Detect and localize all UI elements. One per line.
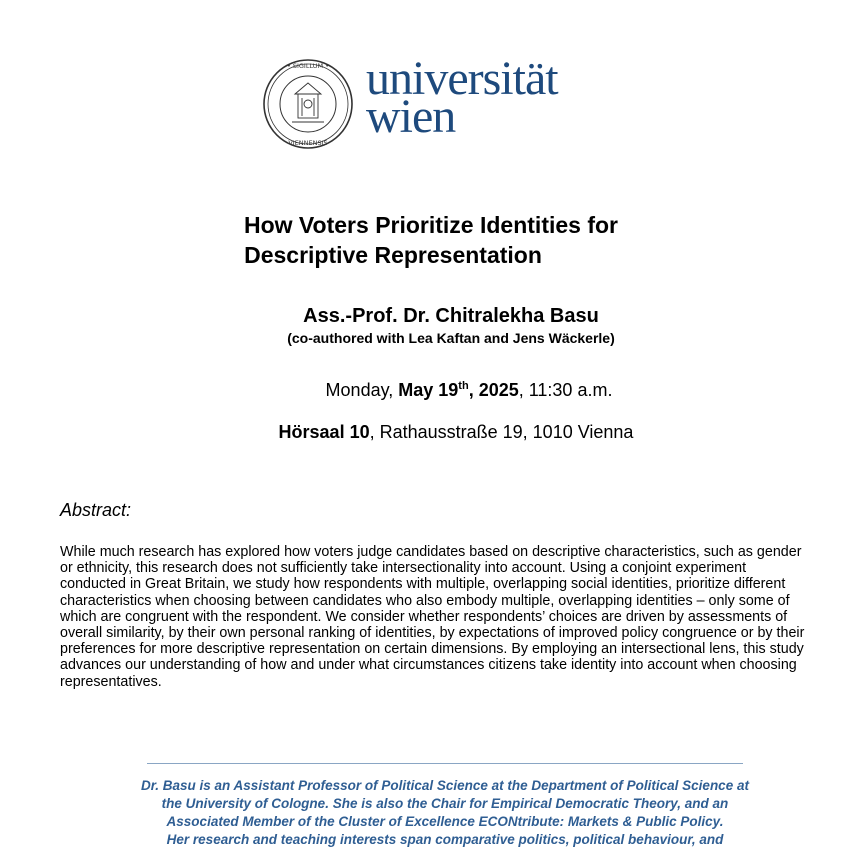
speaker-bio (140, 777, 750, 849)
university-logo (262, 52, 602, 148)
date-ordinal: th (458, 380, 469, 392)
divider (147, 763, 743, 764)
event-date (0, 380, 862, 401)
bio-paragraph-2: Her research and teaching interests span comparative politics, political behaviour, and (166, 832, 724, 847)
event-time: , 11:30 a.m. (518, 380, 613, 400)
wordmark-line2: wien (366, 90, 456, 143)
university-seal-icon (262, 58, 354, 150)
event-venue (0, 422, 862, 443)
coauthors: (co-authored with Lea Kaftan and Jens Wäckerle) (287, 330, 615, 346)
speaker-name: Ass.-Prof. Dr. Chitralekha Basu (303, 305, 599, 327)
wordmark-line1: universität (366, 52, 558, 105)
venue-address: , Rathausstraße 19, 1010 Vienna (369, 422, 634, 442)
bio-paragraph: Dr. Basu is an Assistant Professor of Political Science at the Department of Political Science at the University of Cologne. She is also the Chair for Empirical Democratic Theory, and an Associated Member of the Cluster of Excellence ECONtribute: Markets & Public Policy. (141, 778, 749, 829)
venue-room: Hörsaal 10 (278, 422, 370, 442)
talk-title-line2: Descriptive Representation (244, 242, 542, 268)
date-year: , 2025 (468, 380, 519, 400)
talk-title-line1: How Voters Prioritize Identities for (243, 212, 619, 238)
weekday: Monday, (325, 380, 399, 400)
svg-text:VIENNENSIS: VIENNENSIS (288, 139, 328, 147)
university-wordmark (366, 52, 558, 143)
abstract-heading: Abstract: (60, 500, 132, 520)
abstract-body: While much research has explored how voters judge candidates based on descriptive characteristics, such as gender or ethnicity, this research does not sufficiently take intersectionality into account. Using a conjoint experiment conducted in Great Britain, we study how respondents with multiple, overlapping social identities, prioritize different characteristics when choosing between candidates who also embody multiple, overlapping identities – only some of which are congruent with the respondent. We consider whether respondents’ choices are driven by assessments of overall similarity, by their own personal ranking of identities, by expectations of improved policy congruence or by their preferences for more descriptive representation on certain dimensions. By employing an intersectional lens, this study advances our understanding of how and under what circumstances citizens take identity into account when choosing representatives. (60, 544, 805, 690)
date-month-day: May 19 (398, 380, 459, 400)
svg-text:• SIGILLUM •: • SIGILLUM • (286, 62, 330, 70)
